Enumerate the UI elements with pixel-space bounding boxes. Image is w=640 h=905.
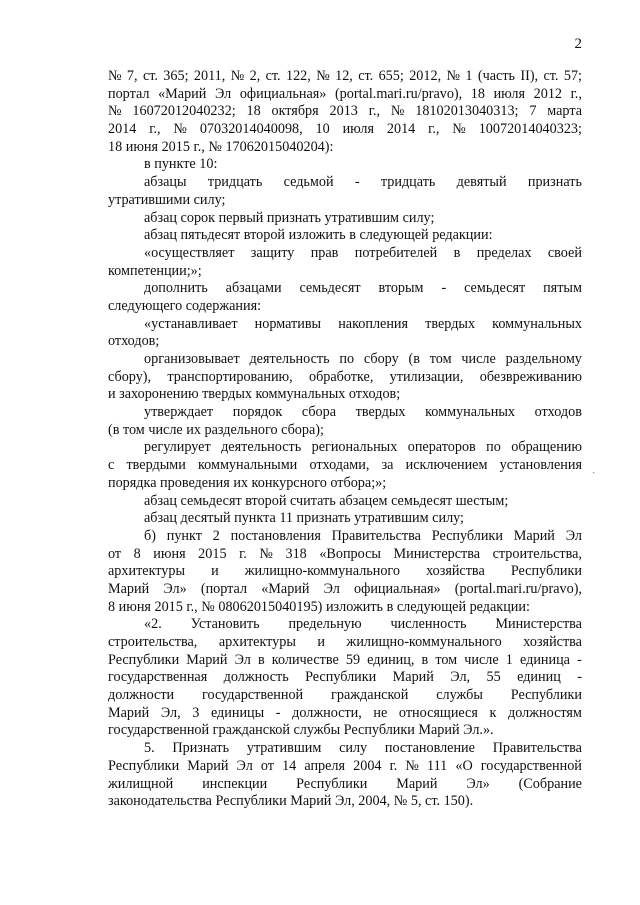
paragraph xyxy=(108,68,582,156)
text-line: жилищной инспекции Республики Марий Эл» (Собрание xyxy=(108,775,582,792)
text-line: и захоронению твердых коммунальных отходов; xyxy=(108,386,401,403)
text-line: строительства, архитектуры и жилищно-коммунального хозяйства xyxy=(108,634,582,650)
text-line: абзац пятьдесят второй изложить в следующей редакции: xyxy=(144,227,493,244)
text-line: «устанавливает нормативы накопления твердых коммунальных xyxy=(144,315,582,332)
text-line: (в том числе их раздельного сбора); xyxy=(108,421,324,438)
text-line: следующего содержания: xyxy=(108,297,262,314)
text-line: должности государственной гражданской службы Республики xyxy=(108,687,582,704)
scan-mark-icon: ˎ xyxy=(592,463,596,474)
paragraph xyxy=(108,174,582,209)
text-line: Республики Марий Эл в количестве 59 единиц, в том числе 1 единица - xyxy=(108,651,582,668)
paragraph xyxy=(108,439,582,492)
text-line: сбору), транспортированию, обработке, утилизации, обезвреживанию xyxy=(108,368,582,385)
paragraph xyxy=(108,227,582,245)
text-line: № 7, ст. 365; 2011, № 2, ст. 122, № 12, ст. 655; 2012, № 1 (часть II), ст. 57; xyxy=(108,68,582,84)
text-line: в пункте 10: xyxy=(144,156,218,173)
document-body xyxy=(108,68,582,811)
text-line: от 8 июня 2015 г. № 318 «Вопросы Министерства строительства, xyxy=(108,545,582,562)
text-line: абзац десятый пункта 11 признать утратившим силу; xyxy=(144,510,464,527)
text-line: организовывает деятельность по сбору (в том числе раздельному xyxy=(144,351,582,367)
text-line: компетенции;»; xyxy=(108,262,202,279)
text-line: абзац семьдесят второй считать абзацем семьдесят шестым; xyxy=(144,492,509,509)
paragraph xyxy=(108,316,582,351)
text-line: порядка проведения их конкурсного отбора;»; xyxy=(108,474,387,491)
paragraph xyxy=(108,210,582,228)
paragraph xyxy=(108,156,582,174)
text-line: законодательства Республики Марий Эл, 2004, № 5, ст. 150). xyxy=(108,793,474,810)
paragraph xyxy=(108,740,582,811)
paragraph xyxy=(108,528,582,616)
text-line: «2. Установить предельную численность Министерства xyxy=(144,616,582,633)
paragraph xyxy=(108,493,582,511)
text-line: государственной гражданской службы Республики Марий Эл.». xyxy=(108,722,494,739)
page-number: 2 xyxy=(574,36,582,52)
text-line: 2014 г., № 07032014040098, 10 июля 2014 г., № 10072014040323; xyxy=(108,121,582,138)
paragraph xyxy=(108,245,582,280)
text-line: 5. Признать утратившим силу постановление Правительства xyxy=(144,740,582,757)
text-line: абзац сорок первый признать утратившим силу; xyxy=(144,209,435,226)
text-line: архитектуры и жилищно-коммунального хозяйства Республики xyxy=(108,563,582,580)
paragraph xyxy=(108,510,582,528)
paragraph xyxy=(108,616,582,740)
text-line: 18 июня 2015 г., № 17062015040204): xyxy=(108,138,334,155)
text-line: № 16072012040232; 18 октября 2013 г., № 18102013040313; 7 марта xyxy=(108,103,582,120)
text-line: регулирует деятельность региональных операторов по обращению xyxy=(144,439,582,456)
text-line: Марий Эл» (портал «Марий Эл официальная» (portal.mari.ru/pravo), xyxy=(108,580,582,597)
text-line: абзацы тридцать седьмой - тридцать девятый признать xyxy=(144,174,582,191)
text-line: с твердыми коммунальными отходами, за исключением установления xyxy=(108,457,582,474)
text-line: «осуществляет защиту прав потребителей в пределах своей xyxy=(144,244,582,261)
text-line: Марий Эл, 3 единицы - должности, не относящиеся к должностям xyxy=(108,704,582,721)
text-line: отходов; xyxy=(108,333,160,350)
text-line: портал «Марий Эл официальная» (portal.mari.ru/pravo), 18 июля 2012 г., xyxy=(108,85,582,102)
paragraph xyxy=(108,280,582,315)
text-line: утверждает порядок сбора твердых коммунальных отходов xyxy=(144,404,582,421)
text-line: б) пункт 2 постановления Правительства Республики Марий Эл xyxy=(144,527,582,544)
paragraph xyxy=(108,404,582,439)
text-line: утратившими силу; xyxy=(108,191,226,208)
text-line: дополнить абзацами семьдесят вторым - семьдесят пятым xyxy=(144,280,582,297)
paragraph xyxy=(108,351,582,404)
text-line: государственная должность Республики Марий Эл, 55 единиц - xyxy=(108,669,582,686)
text-line: 8 июня 2015 г., № 08062015040195) изложить в следующей редакции: xyxy=(108,598,530,615)
text-line: Республики Марий Эл от 14 апреля 2004 г. № 111 «О государственной xyxy=(108,757,582,774)
